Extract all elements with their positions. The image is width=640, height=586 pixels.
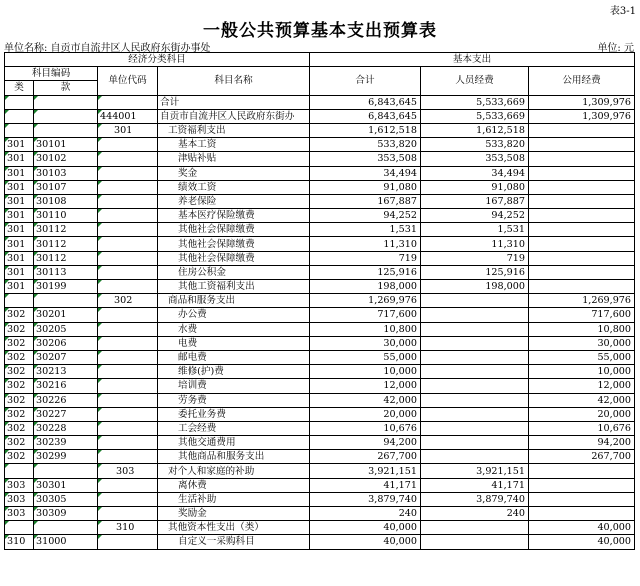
cell-public: 55,000 [529, 350, 635, 364]
cell-kuan: 30112 [34, 251, 98, 265]
cell-personnel [421, 407, 529, 421]
cell-personnel [421, 393, 529, 407]
cell-unit-code [98, 492, 158, 506]
cell-kuan [34, 464, 98, 478]
cell-personnel: 125,916 [421, 265, 529, 279]
cell-kuan: 30239 [34, 436, 98, 450]
cell-personnel: 719 [421, 251, 529, 265]
cell-total: 6,843,645 [310, 109, 421, 123]
cell-personnel: 1,612,518 [421, 123, 529, 137]
cell-kuan: 30110 [34, 209, 98, 223]
table-row [5, 365, 635, 379]
cell-lei [5, 464, 34, 478]
header-kuan: 款 [34, 81, 98, 95]
table-row [5, 407, 635, 421]
cell-kuan [34, 95, 98, 109]
cell-subject-name: 邮电费 [158, 350, 310, 364]
cell-lei: 302 [5, 350, 34, 364]
cell-personnel: 91,080 [421, 180, 529, 194]
cell-unit-code [98, 393, 158, 407]
cell-lei: 302 [5, 436, 34, 450]
cell-subject-name: 其他社会保障缴费 [158, 223, 310, 237]
cell-lei: 302 [5, 407, 34, 421]
cell-unit-code [98, 350, 158, 364]
cell-kuan [34, 109, 98, 123]
table-row [5, 251, 635, 265]
header-subject-name: 科目名称 [158, 67, 310, 95]
cell-unit-code [98, 280, 158, 294]
cell-subject-name: 劳务费 [158, 393, 310, 407]
cell-unit-code [98, 180, 158, 194]
cell-total: 94,200 [310, 436, 421, 450]
cell-kuan: 30113 [34, 265, 98, 279]
cell-personnel: 34,494 [421, 166, 529, 180]
cell-total: 55,000 [310, 350, 421, 364]
cell-kuan: 30227 [34, 407, 98, 421]
cell-personnel: 41,171 [421, 478, 529, 492]
cell-total: 6,843,645 [310, 95, 421, 109]
table-row [5, 336, 635, 350]
cell-personnel [421, 308, 529, 322]
table-row [5, 535, 635, 549]
cell-kuan: 30206 [34, 336, 98, 350]
cell-public [529, 464, 635, 478]
cell-personnel: 3,921,151 [421, 464, 529, 478]
cell-subject-name: 其他交通费用 [158, 436, 310, 450]
cell-public: 717,600 [529, 308, 635, 322]
cell-lei [5, 521, 34, 535]
cell-subject-name: 商品和服务支出 [158, 294, 310, 308]
table-row [5, 521, 635, 535]
cell-kuan: 30108 [34, 194, 98, 208]
cell-public: 10,800 [529, 322, 635, 336]
cell-kuan: 30112 [34, 237, 98, 251]
cell-total: 267,700 [310, 450, 421, 464]
table-row [5, 180, 635, 194]
cell-public [529, 251, 635, 265]
cell-unit-code [98, 379, 158, 393]
cell-public [529, 166, 635, 180]
cell-lei: 302 [5, 308, 34, 322]
cell-personnel: 533,820 [421, 138, 529, 152]
cell-subject-name: 基本医疗保险缴费 [158, 209, 310, 223]
header-lei: 类 [5, 81, 34, 95]
cell-total: 34,494 [310, 166, 421, 180]
table-row [5, 436, 635, 450]
cell-lei: 301 [5, 180, 34, 194]
cell-unit-code [98, 194, 158, 208]
cell-total: 125,916 [310, 265, 421, 279]
cell-lei [5, 123, 34, 137]
cell-kuan: 30201 [34, 308, 98, 322]
cell-subject-name: 水费 [158, 322, 310, 336]
cell-lei: 301 [5, 265, 34, 279]
cell-kuan [34, 123, 98, 137]
cell-subject-name: 电费 [158, 336, 310, 350]
cell-public: 40,000 [529, 521, 635, 535]
cell-lei: 303 [5, 492, 34, 506]
cell-personnel: 1,531 [421, 223, 529, 237]
table-row [5, 123, 635, 137]
cell-kuan: 30228 [34, 421, 98, 435]
cell-personnel [421, 436, 529, 450]
cell-total: 40,000 [310, 521, 421, 535]
cell-personnel [421, 365, 529, 379]
page-title: 一般公共预算基本支出预算表 [203, 21, 437, 41]
table-row [5, 492, 635, 506]
cell-personnel: 94,252 [421, 209, 529, 223]
cell-subject-name: 基本工资 [158, 138, 310, 152]
cell-public [529, 194, 635, 208]
cell-kuan: 30299 [34, 450, 98, 464]
cell-total: 167,887 [310, 194, 421, 208]
cell-unit-code [98, 421, 158, 435]
cell-public [529, 478, 635, 492]
cell-kuan: 30226 [34, 393, 98, 407]
table-row [5, 450, 635, 464]
cell-unit-code: 301 [98, 123, 158, 137]
cell-unit-code [98, 322, 158, 336]
table-row [5, 209, 635, 223]
cell-subject-name: 其他社会保障缴费 [158, 251, 310, 265]
header-total: 合计 [310, 67, 421, 95]
cell-lei: 301 [5, 152, 34, 166]
table-row [5, 194, 635, 208]
cell-total: 3,879,740 [310, 492, 421, 506]
cell-kuan: 31000 [34, 535, 98, 549]
table-row [5, 280, 635, 294]
cell-public [529, 123, 635, 137]
table-row [5, 166, 635, 180]
cell-unit-code [98, 237, 158, 251]
cell-subject-name: 委托业务费 [158, 407, 310, 421]
cell-personnel [421, 535, 529, 549]
cell-lei: 303 [5, 507, 34, 521]
table-row [5, 95, 635, 109]
cell-personnel: 5,533,669 [421, 95, 529, 109]
cell-lei: 302 [5, 450, 34, 464]
cell-lei: 302 [5, 393, 34, 407]
cell-lei: 301 [5, 194, 34, 208]
table-row [5, 237, 635, 251]
cell-unit-code: 310 [98, 521, 158, 535]
money-unit: 单位: 元 [597, 43, 634, 54]
cell-public: 10,000 [529, 365, 635, 379]
cell-personnel [421, 521, 529, 535]
cell-subject-name: 奖励金 [158, 507, 310, 521]
cell-lei: 302 [5, 421, 34, 435]
cell-total: 10,800 [310, 322, 421, 336]
cell-kuan: 30309 [34, 507, 98, 521]
cell-unit-code [98, 365, 158, 379]
cell-public [529, 152, 635, 166]
cell-personnel [421, 350, 529, 364]
cell-total: 11,310 [310, 237, 421, 251]
cell-unit-code [98, 308, 158, 322]
cell-lei: 310 [5, 535, 34, 549]
cell-personnel: 353,508 [421, 152, 529, 166]
cell-unit-code [98, 95, 158, 109]
cell-personnel: 240 [421, 507, 529, 521]
cell-public [529, 180, 635, 194]
cell-kuan: 30199 [34, 280, 98, 294]
cell-personnel: 3,879,740 [421, 492, 529, 506]
cell-lei: 301 [5, 166, 34, 180]
cell-personnel: 198,000 [421, 280, 529, 294]
cell-total: 20,000 [310, 407, 421, 421]
table-row [5, 393, 635, 407]
cell-subject-name: 工资福利支出 [158, 123, 310, 137]
cell-lei [5, 294, 34, 308]
cell-unit-code [98, 138, 158, 152]
cell-subject-name: 奖金 [158, 166, 310, 180]
cell-total: 1,531 [310, 223, 421, 237]
cell-unit-code [98, 436, 158, 450]
cell-personnel: 5,533,669 [421, 109, 529, 123]
cell-unit-code [98, 407, 158, 421]
table-row [5, 109, 635, 123]
cell-public: 94,200 [529, 436, 635, 450]
cell-unit-code: 302 [98, 294, 158, 308]
cell-personnel [421, 421, 529, 435]
cell-public [529, 492, 635, 506]
cell-lei [5, 109, 34, 123]
cell-subject-name: 办公费 [158, 308, 310, 322]
cell-public: 42,000 [529, 393, 635, 407]
cell-total: 42,000 [310, 393, 421, 407]
cell-kuan: 30207 [34, 350, 98, 364]
cell-public [529, 138, 635, 152]
table-row [5, 308, 635, 322]
cell-public: 1,309,976 [529, 109, 635, 123]
cell-kuan: 30102 [34, 152, 98, 166]
cell-personnel [421, 450, 529, 464]
cell-subject-name: 其他工资福利支出 [158, 280, 310, 294]
cell-kuan: 30305 [34, 492, 98, 506]
cell-public [529, 507, 635, 521]
cell-lei: 301 [5, 251, 34, 265]
cell-lei: 302 [5, 365, 34, 379]
cell-public: 20,000 [529, 407, 635, 421]
cell-public: 10,676 [529, 421, 635, 435]
table-row [5, 223, 635, 237]
cell-lei: 301 [5, 237, 34, 251]
table-row [5, 507, 635, 521]
header-public: 公用经费 [529, 67, 635, 95]
cell-kuan [34, 294, 98, 308]
cell-total: 240 [310, 507, 421, 521]
cell-public: 1,309,976 [529, 95, 635, 109]
cell-kuan: 30103 [34, 166, 98, 180]
cell-public: 267,700 [529, 450, 635, 464]
cell-subject-name: 对个人和家庭的补助 [158, 464, 310, 478]
header-personnel: 人员经费 [421, 67, 529, 95]
cell-subject-name: 合计 [158, 95, 310, 109]
cell-lei [5, 95, 34, 109]
cell-kuan: 30216 [34, 379, 98, 393]
cell-lei: 301 [5, 209, 34, 223]
cell-personnel [421, 322, 529, 336]
cell-kuan: 30112 [34, 223, 98, 237]
cell-public [529, 223, 635, 237]
cell-subject-name: 生活补助 [158, 492, 310, 506]
table-row [5, 294, 635, 308]
cell-lei: 302 [5, 336, 34, 350]
cell-lei: 301 [5, 280, 34, 294]
cell-unit-code [98, 535, 158, 549]
cell-kuan: 30205 [34, 322, 98, 336]
cell-subject-name: 津贴补贴 [158, 152, 310, 166]
cell-public: 1,269,976 [529, 294, 635, 308]
cell-unit-code [98, 478, 158, 492]
header-econ-class: 经济分类科目 [5, 53, 310, 67]
cell-total: 91,080 [310, 180, 421, 194]
cell-public [529, 209, 635, 223]
cell-personnel [421, 294, 529, 308]
cell-total: 30,000 [310, 336, 421, 350]
table-row [5, 478, 635, 492]
cell-public [529, 265, 635, 279]
cell-total: 12,000 [310, 379, 421, 393]
cell-unit-code [98, 507, 158, 521]
cell-subject-name: 绩效工资 [158, 180, 310, 194]
cell-total: 353,508 [310, 152, 421, 166]
cell-personnel: 167,887 [421, 194, 529, 208]
cell-unit-code: 303 [98, 464, 158, 478]
cell-total: 533,820 [310, 138, 421, 152]
cell-unit-code [98, 450, 158, 464]
cell-subject-name: 其他资本性支出（类） [158, 521, 310, 535]
cell-total: 3,921,151 [310, 464, 421, 478]
cell-unit-code [98, 209, 158, 223]
cell-lei: 303 [5, 478, 34, 492]
cell-subject-name: 自贡市自流井区人民政府东街办 [158, 109, 310, 123]
cell-total: 10,000 [310, 365, 421, 379]
budget-table [4, 52, 635, 550]
cell-subject-name: 其他商品和服务支出 [158, 450, 310, 464]
header-unit-code: 单位代码 [98, 67, 158, 95]
cell-subject-name: 工会经费 [158, 421, 310, 435]
header-subject-code: 科目编码 [5, 67, 98, 81]
cell-total: 1,612,518 [310, 123, 421, 137]
cell-lei: 302 [5, 379, 34, 393]
cell-lei: 302 [5, 322, 34, 336]
cell-subject-name: 培训费 [158, 379, 310, 393]
cell-subject-name: 其他社会保障缴费 [158, 237, 310, 251]
cell-public: 40,000 [529, 535, 635, 549]
unit-name: 单位名称: 自贡市自流井区人民政府东街办事处 [4, 43, 211, 54]
cell-personnel: 11,310 [421, 237, 529, 251]
cell-total: 94,252 [310, 209, 421, 223]
cell-total: 40,000 [310, 535, 421, 549]
table-row [5, 152, 635, 166]
cell-kuan: 30107 [34, 180, 98, 194]
header-basic-expense: 基本支出 [310, 53, 635, 67]
cell-kuan [34, 521, 98, 535]
table-number: 表3-1 [609, 6, 636, 17]
cell-lei: 301 [5, 138, 34, 152]
cell-subject-name: 住房公积金 [158, 265, 310, 279]
table-row [5, 350, 635, 364]
cell-public [529, 280, 635, 294]
cell-unit-code [98, 223, 158, 237]
cell-subject-name: 养老保险 [158, 194, 310, 208]
cell-total: 719 [310, 251, 421, 265]
table-row [5, 265, 635, 279]
cell-unit-code [98, 251, 158, 265]
table-row [5, 322, 635, 336]
cell-unit-code [98, 166, 158, 180]
cell-kuan: 30301 [34, 478, 98, 492]
cell-total: 10,676 [310, 421, 421, 435]
table-row [5, 379, 635, 393]
cell-total: 41,171 [310, 478, 421, 492]
cell-unit-code [98, 152, 158, 166]
table-header [5, 53, 635, 96]
cell-unit-code [98, 265, 158, 279]
cell-subject-name: 自定义一采购科目 [158, 535, 310, 549]
cell-lei: 301 [5, 223, 34, 237]
cell-unit-code [98, 336, 158, 350]
table-row [5, 464, 635, 478]
cell-total: 198,000 [310, 280, 421, 294]
cell-kuan: 30101 [34, 138, 98, 152]
cell-subject-name: 维修(护)费 [158, 365, 310, 379]
cell-public: 12,000 [529, 379, 635, 393]
cell-public: 30,000 [529, 336, 635, 350]
cell-personnel [421, 336, 529, 350]
cell-total: 717,600 [310, 308, 421, 322]
table-row [5, 421, 635, 435]
cell-unit-code: 444001 [98, 109, 158, 123]
cell-personnel [421, 379, 529, 393]
cell-public [529, 237, 635, 251]
cell-kuan: 30213 [34, 365, 98, 379]
cell-subject-name: 离休费 [158, 478, 310, 492]
table-body [5, 95, 635, 549]
table-row [5, 138, 635, 152]
cell-total: 1,269,976 [310, 294, 421, 308]
